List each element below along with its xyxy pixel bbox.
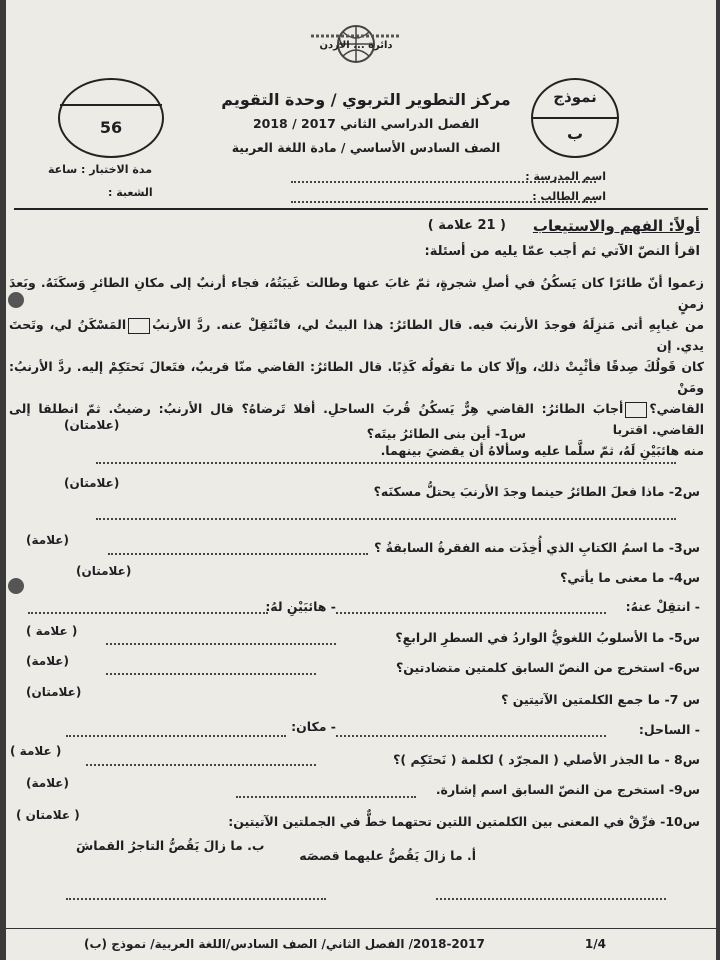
question-4-b: - هائبَيْنِ لهُ: (265, 599, 336, 614)
question-4-marks: (علامتان) (76, 564, 132, 578)
model-label: نموذج (553, 88, 597, 106)
duration-label: مدة الاختبار : ساعة (48, 163, 153, 176)
question-6-marks: (علامة) (26, 654, 69, 668)
answer-line-8[interactable] (86, 764, 316, 766)
passage (9, 272, 704, 461)
department-name: دائرة ... الأردن (319, 40, 393, 51)
total-score: 56 (99, 118, 123, 137)
school-label: اسم المدرسة : (525, 170, 606, 183)
answer-line-4b[interactable] (28, 612, 268, 614)
question-3-marks: (علامة) (26, 533, 69, 547)
passage-line-3: كان قَولُكَ صِدقًا فأثْبِتْ ذلك، وإلّا كان ما تقولُه كَذِبًا. قال الطائرُ: القاضي منّا قريبٌ، فتَعالَ نَحتَكِمْ إليه. ردَّ الأرنبُ: ومَنْ (9, 359, 704, 395)
punch-hole (8, 578, 24, 594)
footer-text: 2018-2017/ الفصل الثاني/ الصف السادس/اللغة العربية/ نموذج (ب) (84, 937, 485, 951)
question-2: س2- ماذا فعلَ الطائرُ حينما وجدَ الأرنبَ يحتلُّ مسكنَه؟ (373, 484, 700, 499)
passage-line-4: القاضي؟أجابَ الطائرُ: القاضي هِرٌّ يَسكُنُ قُربَ الساحلِ. أفلا تَرضاهُ؟ قال الأرنبُ: رضيتُ. ثمّ انطلقا إلى القاضي. اقتربا (9, 401, 704, 437)
answer-line-10b[interactable] (66, 898, 326, 900)
student-field[interactable] (291, 201, 596, 203)
passage-line-1: زعموا أنّ طائرًا كان يَسكُنُ في أصلِ شجرةٍ، ثمّ غابَ عنها وطالت غَيبَتُهُ، فجاء أرنبٌ إلى مكانِ الطائرِ وَسكَنَهُ. وبَعدَ زمنٍ (9, 275, 704, 311)
punch-hole (8, 292, 24, 308)
blank-box (625, 402, 647, 418)
section-title: أولاً: الفهم والاستيعاب (532, 217, 700, 235)
question-4-a: - انتقِلْ عنهُ: (625, 599, 700, 614)
answer-line-4a[interactable] (336, 612, 606, 614)
model-circle (531, 78, 619, 158)
question-8-marks: ( علامة ) (10, 744, 62, 758)
question-10-a: أ. ما زالَ يَقُصُّ عليهما قصصَه (299, 848, 476, 863)
question-9: س9- استخرج من النصّ السابق اسم إشارة. (435, 782, 700, 797)
question-7-marks: (علامتان) (26, 685, 82, 699)
question-7: س 7- ما جمع الكلمتين الآتيتين ؟ (501, 692, 700, 707)
model-value: ب (566, 124, 584, 143)
question-3: س3- ما اسمُ الكتابِ الذي أُخِذَت منه الفقرةُ السابقةُ ؟ (374, 540, 700, 555)
center-title: مركز التطوير التربوي / وحدة التقويم (221, 90, 511, 109)
passage-line-2: من غيابِهِ أتى مَنزِلَهُ فوجدَ الأرنبَ فيه. قال الطائرُ: هذا البيتُ لي، فانْتَقِلْ عنه. ردَّ الأرنبُالمَسْكَنُ لي، وتَحتَ يدي. إن (9, 317, 704, 353)
answer-line-6[interactable] (106, 673, 316, 675)
question-2-marks: (علامتان) (64, 476, 120, 490)
blank-box (128, 318, 150, 334)
exam-page (6, 0, 716, 960)
answer-line-7a[interactable] (336, 735, 606, 737)
question-6: س6- استخرج من النصّ السابق كلمتين متضادتين؟ (396, 660, 700, 675)
question-10-b: ب. ما زالَ يَقُصُّ التاجرُ القماشَ (76, 838, 265, 853)
question-5-marks: ( علامة ) (26, 624, 78, 638)
section-marks: ( 21 علامة ) (427, 218, 506, 233)
answer-line-7b[interactable] (66, 735, 286, 737)
instruction: اقرأ النصّ الآتي ثم أجب عمّا يليه من أسئلة: (424, 244, 700, 259)
answer-line-2[interactable] (96, 518, 676, 520)
student-label: اسم الطالب : (532, 190, 606, 203)
answer-line-9[interactable] (236, 796, 416, 798)
question-10: س10- فرِّقْ في المعنى بين الكلمتين اللتين تحتهما خطٌّ في الجملتين الآتيتين: (228, 814, 700, 829)
page-number: 1/4 (584, 937, 606, 951)
answer-line-1[interactable] (96, 462, 676, 464)
question-1-marks: (علامتان) (64, 418, 120, 432)
question-10-marks: ( علامتان ) (16, 808, 80, 822)
footer (6, 928, 716, 960)
header-divider (14, 208, 708, 210)
passage-line-5: منه هائبَيْنِ لَهُ، ثمّ سلَّما عليه وسألاهُ أن يقضيَ بينهما. (380, 443, 704, 458)
section-label: الشعبة : (108, 186, 153, 199)
question-9-marks: (علامة) (26, 776, 69, 790)
question-7-b: - مكان: (291, 719, 336, 734)
question-4: س4- ما معنى ما يأتي؟ (560, 570, 700, 585)
question-8: س8 - ما الجذر الأصلي ( المجرّد ) لكلمة ( نَحتَكِم )؟ (393, 752, 700, 767)
question-5: س5- ما الأسلوبُ اللغويُّ الواردُ في السطرِ الرابعِ؟ (395, 630, 700, 645)
answer-line-3[interactable] (108, 553, 368, 555)
answer-line-5[interactable] (106, 643, 336, 645)
score-circle (58, 78, 164, 158)
grade-subject-line: الصف السادس الأساسي / مادة اللغة العربية (231, 140, 501, 155)
school-field[interactable] (291, 181, 596, 183)
answer-line-10a[interactable] (436, 898, 666, 900)
question-7-a: - الساحل: (638, 722, 700, 737)
question-1: س1- أين بنى الطائرُ بيتَه؟ (366, 426, 526, 441)
semester-line: الفصل الدراسي الثاني 2017 / 2018 (252, 116, 480, 131)
